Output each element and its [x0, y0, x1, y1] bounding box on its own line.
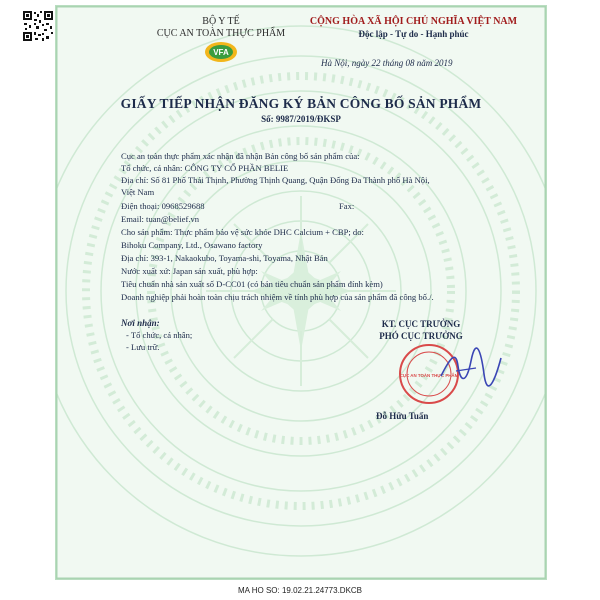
document-number: Số: 9987/2019/ĐKSP — [261, 114, 341, 124]
vfa-logo-text: VFA — [213, 48, 229, 57]
body-line: Doanh nghiệp phải hoàn toàn chịu trách nhiệm về tính phù hợp của sản phẩm đã công bố./. — [121, 292, 434, 302]
vfa-logo — [204, 41, 238, 63]
receivers-title: Nơi nhận: — [121, 318, 160, 328]
qr-code-icon — [22, 10, 54, 42]
issuer-block — [151, 16, 291, 40]
ministry-name: BỘ Y TẾ — [202, 16, 240, 27]
body-line: Tiêu chuẩn nhà sản xuất số D-CC01 (có bản tiêu chuẩn sản phẩm đính kèm) — [121, 279, 383, 289]
agency-name: CỤC AN TOÀN THỰC PHẨM — [156, 28, 286, 39]
signature-title — [346, 318, 496, 342]
body-line: Nước xuất xứ: Japan sản xuất, phù hợp: — [121, 266, 258, 276]
certificate-sheet — [55, 5, 547, 580]
body-line: Cho sản phẩm: Thực phẩm bảo vệ sức khỏe DHC Calcium + CBP; do: — [121, 227, 364, 237]
signer-name: Đỗ Hữu Tuấn — [376, 411, 429, 421]
receiver-item: - Tổ chức, cá nhân; — [126, 330, 193, 340]
national-motto: Độc lập - Tự do - Hạnh phúc — [358, 29, 469, 39]
record-code: MA HO SO: 19.02.21.24773.DKCB — [237, 586, 363, 595]
handwritten-signature — [436, 346, 506, 391]
receiver-item: - Lưu trữ. — [126, 342, 160, 352]
body-line: Việt Nam — [121, 187, 155, 197]
republic-name: CỘNG HÒA XÃ HỘI CHỦ NGHĨA VIỆT NAM — [309, 16, 518, 27]
body-line: Tổ chức, cá nhân: CÔNG TY CỔ PHẦN BELIE — [121, 163, 289, 173]
fax-label: Fax: — [339, 201, 355, 211]
body-line: Cục an toàn thực phẩm xác nhận đã nhận Bản công bố sản phẩm của: — [121, 151, 360, 161]
body-line: Điện thoại: 0968529688 — [121, 201, 205, 211]
document-title: GIẤY TIẾP NHẬN ĐĂNG KÝ BẢN CÔNG BỐ SẢN PHẨM — [120, 96, 482, 111]
issue-date: Hà Nội, ngày 22 tháng 08 năm 2019 — [321, 58, 453, 68]
body-line: Địa chỉ: Số 81 Phố Thái Thịnh, Phường Thịnh Quang, Quận Đống Đa Thành phố Hà Nội, — [121, 175, 430, 185]
signature-title-line: KT. CỤC TRƯỞNG — [381, 319, 461, 329]
signature-title-line: PHÓ CỤC TRƯỞNG — [379, 331, 463, 341]
republic-block — [301, 16, 526, 40]
stamp-text: CỤC AN TOÀN THỰC PHẨM — [399, 373, 459, 378]
body-line: Địa chỉ: 393-1, Nakaokubo, Toyama-shi, Toyama, Nhật Bản — [121, 253, 328, 263]
body-line: Bihoku Company, Ltd., Osawano factory — [121, 240, 263, 250]
body-line: Email: tuan@belief.vn — [121, 214, 200, 224]
